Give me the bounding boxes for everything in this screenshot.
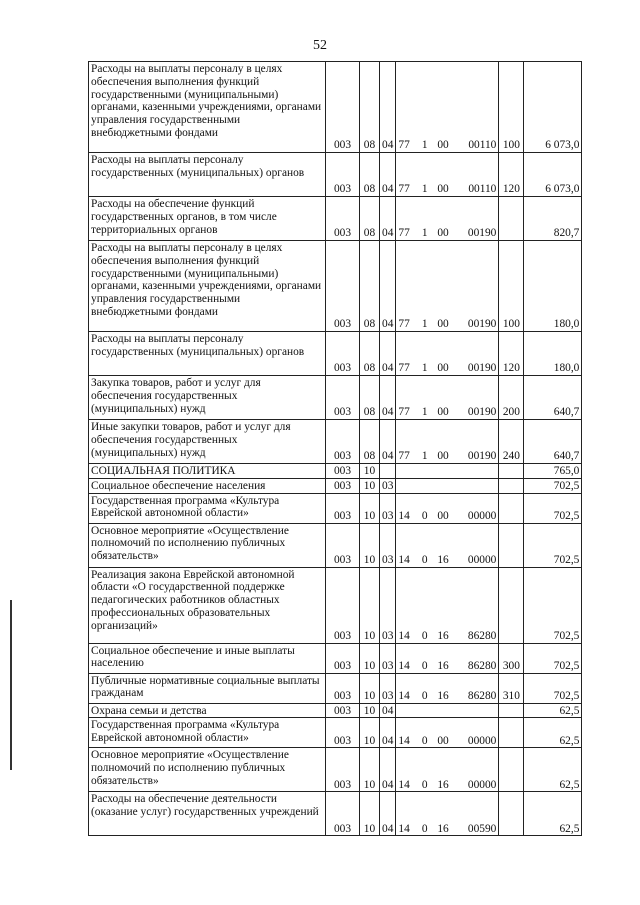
target-article-cell [396,420,499,464]
expense-type-cell: 100 [499,241,524,332]
table-row [89,464,582,479]
target-article-part: 77 [398,362,410,375]
section-code-cell: 10 [360,748,380,792]
table-row [89,197,582,241]
dept-code-cell: 003 [326,197,360,241]
subsection-code-cell: 04 [380,62,396,153]
dept-code-cell: 003 [326,464,360,479]
target-article-part: 16 [437,659,449,672]
expense-type-cell [499,718,524,748]
subsection-code-cell: 03 [380,478,396,493]
row-name-cell: Расходы на выплаты персоналу государственных (муниципальных) органов [89,332,326,376]
amount-cell: 62,5 [524,718,582,748]
dept-code-cell: 003 [326,643,360,673]
dept-code-cell: 003 [326,493,360,523]
target-article-part: 00110 [468,183,497,196]
dept-code-cell: 003 [326,478,360,493]
amount-cell: 6 073,0 [524,153,582,197]
expense-type-cell [499,703,524,718]
target-article-part: 14 [398,734,410,747]
target-article-part: 1 [421,318,428,331]
target-article-part: 77 [398,139,410,152]
section-code-cell: 10 [360,643,380,673]
subsection-code-cell: 04 [380,718,396,748]
section-code-cell: 08 [360,153,380,197]
section-code-cell: 10 [360,567,380,643]
table-row [89,478,582,493]
target-article-part: 00 [437,139,449,152]
dept-code-cell: 003 [326,792,360,836]
target-article-part: 00000 [467,778,497,791]
subsection-code-cell: 04 [380,332,396,376]
target-article-part: 00 [437,406,449,419]
target-article-part: 86280 [467,629,497,642]
page-number: 52 [313,38,327,53]
target-article-part: 00590 [467,822,497,835]
dept-code-cell: 003 [326,748,360,792]
expense-type-cell [499,493,524,523]
target-article-cell [396,241,499,332]
target-article-cell [396,523,499,567]
target-article-part: 00 [437,227,449,240]
target-article-part: 00000 [467,734,497,747]
target-article-cell [396,197,499,241]
amount-cell: 180,0 [524,241,582,332]
target-article-part: 77 [398,227,410,240]
target-article-part: 16 [437,778,449,791]
target-article-part: 77 [398,406,410,419]
section-code-cell: 08 [360,197,380,241]
target-article-part: 0 [421,629,428,642]
amount-cell: 702,5 [524,567,582,643]
target-article-part: 77 [398,318,410,331]
section-code-cell: 08 [360,332,380,376]
subsection-code-cell: 04 [380,420,396,464]
target-article-part: 1 [421,183,428,196]
expense-type-cell [499,197,524,241]
dept-code-cell: 003 [326,376,360,420]
target-article-cell [396,478,499,493]
target-article-part: 16 [437,553,449,566]
table-row [89,420,582,464]
target-article-part: 16 [437,822,449,835]
expense-type-cell: 240 [499,420,524,464]
target-article-cell [396,748,499,792]
target-article-part: 14 [398,553,410,566]
target-article-cell [396,673,499,703]
table-row [89,523,582,567]
amount-cell: 702,5 [524,523,582,567]
subsection-code-cell: 04 [380,748,396,792]
target-article-part: 00 [437,509,449,522]
target-article-cell [396,332,499,376]
table-row [89,153,582,197]
target-article-part: 00 [437,450,449,463]
table-row [89,376,582,420]
section-code-cell: 10 [360,703,380,718]
dept-code-cell: 003 [326,241,360,332]
amount-cell: 640,7 [524,420,582,464]
row-name-cell: Государственная программа «Культура Еврейской автономной области» [89,493,326,523]
subsection-code-cell: 04 [380,703,396,718]
row-name-cell: Закупка товаров, работ и услуг для обеспечения государственных (муниципальных) нужд [89,376,326,420]
target-article-part: 1 [421,139,428,152]
target-article-cell [396,643,499,673]
target-article-cell [396,703,499,718]
table-row [89,643,582,673]
row-name-cell: Расходы на обеспечение функций государственных органов, в том числе территориальных органов [89,197,326,241]
target-article-part: 1 [421,362,428,375]
dept-code-cell: 003 [326,62,360,153]
table-row [89,493,582,523]
target-article-part: 0 [421,553,428,566]
amount-cell: 62,5 [524,792,582,836]
target-article-part: 14 [398,689,410,702]
dept-code-cell: 003 [326,332,360,376]
subsection-code-cell: 03 [380,523,396,567]
target-article-part: 77 [398,183,410,196]
target-article-part: 0 [421,659,428,672]
subsection-code-cell: 04 [380,241,396,332]
dept-code-cell: 003 [326,153,360,197]
subsection-code-cell: 04 [380,376,396,420]
table-row [89,332,582,376]
target-article-part: 14 [398,822,410,835]
subsection-code-cell: 03 [380,567,396,643]
expense-type-cell: 310 [499,673,524,703]
amount-cell: 180,0 [524,332,582,376]
target-article-part: 1 [421,227,428,240]
target-article-part: 00 [437,362,449,375]
row-name-cell: Расходы на обеспечение деятельности (оказание услуг) государственных учреждений [89,792,326,836]
section-code-cell: 10 [360,792,380,836]
table-row [89,567,582,643]
budget-table-body [89,62,582,836]
dept-code-cell: 003 [326,420,360,464]
expense-type-cell [499,792,524,836]
table-row [89,62,582,153]
target-article-cell [396,62,499,153]
expense-type-cell [499,478,524,493]
section-code-cell: 10 [360,478,380,493]
row-name-cell: Социальное обеспечение и иные выплаты населению [89,643,326,673]
row-name-cell: Расходы на выплаты персоналу в целях обеспечения выполнения функций государственными (муниципальными) органами, казенными учреждениями, органами управления государственными внебюджетными фондами [89,241,326,332]
expense-type-cell [499,464,524,479]
amount-cell: 6 073,0 [524,62,582,153]
target-article-part: 00 [437,318,449,331]
section-code-cell: 08 [360,62,380,153]
amount-cell: 640,7 [524,376,582,420]
expense-type-cell: 200 [499,376,524,420]
target-article-part: 00190 [467,318,497,331]
target-article-part: 14 [398,629,410,642]
row-name-cell: Основное мероприятие «Осуществление полномочий по исполнению публичных обязательств» [89,523,326,567]
row-name-cell: СОЦИАЛЬНАЯ ПОЛИТИКА [89,464,326,479]
target-article-part: 00 [437,734,449,747]
target-article-part: 0 [421,509,428,522]
target-article-part: 1 [421,406,428,419]
target-article-part: 00 [437,183,449,196]
target-article-part: 0 [421,689,428,702]
amount-cell: 62,5 [524,748,582,792]
target-article-part: 14 [398,778,410,791]
dept-code-cell: 003 [326,523,360,567]
target-article-part: 0 [421,778,428,791]
amount-cell: 765,0 [524,464,582,479]
expense-type-cell: 300 [499,643,524,673]
subsection-code-cell [380,464,396,479]
target-article-cell [396,376,499,420]
target-article-part: 00190 [467,362,497,375]
row-name-cell: Социальное обеспечение населения [89,478,326,493]
target-article-cell [396,464,499,479]
scan-edge-mark [10,600,12,770]
target-article-part: 14 [398,509,410,522]
target-article-cell [396,567,499,643]
target-article-cell [396,153,499,197]
subsection-code-cell: 04 [380,197,396,241]
target-article-part: 00190 [467,450,497,463]
subsection-code-cell: 03 [380,673,396,703]
target-article-part: 86280 [467,659,497,672]
amount-cell: 702,5 [524,493,582,523]
section-code-cell: 08 [360,376,380,420]
section-code-cell: 10 [360,493,380,523]
target-article-part: 14 [398,659,410,672]
section-code-cell: 10 [360,523,380,567]
row-name-cell: Реализация закона Еврейской автономной области «О государственной поддержке педагогических работников областных профессиональных образовательных организаций» [89,567,326,643]
row-name-cell: Иные закупки товаров, работ и услуг для обеспечения государственных (муниципальных) нужд [89,420,326,464]
row-name-cell: Расходы на выплаты персоналу в целях обеспечения выполнения функций государственными (муниципальными) органами, казенными учреждениями, органами управления государственными внебюджетными фондами [89,62,326,153]
amount-cell: 820,7 [524,197,582,241]
section-code-cell: 10 [360,673,380,703]
expense-type-cell [499,748,524,792]
section-code-cell: 10 [360,464,380,479]
row-name-cell: Государственная программа «Культура Еврейской автономной области» [89,718,326,748]
target-article-part: 00190 [467,227,497,240]
target-article-part: 86280 [467,689,497,702]
dept-code-cell: 003 [326,567,360,643]
target-article-part: 0 [421,734,428,747]
target-article-part: 16 [437,689,449,702]
section-code-cell: 08 [360,420,380,464]
target-article-part: 16 [437,629,449,642]
target-article-part: 00110 [468,139,497,152]
budget-table [88,61,582,836]
target-article-cell [396,792,499,836]
amount-cell: 702,5 [524,478,582,493]
expense-type-cell: 100 [499,62,524,153]
table-row [89,703,582,718]
amount-cell: 702,5 [524,673,582,703]
target-article-cell [396,493,499,523]
section-code-cell: 10 [360,718,380,748]
expense-type-cell [499,523,524,567]
amount-cell: 702,5 [524,643,582,673]
table-row [89,792,582,836]
target-article-part: 00000 [467,553,497,566]
row-name-cell: Охрана семьи и детства [89,703,326,718]
table-row [89,748,582,792]
subsection-code-cell: 03 [380,643,396,673]
subsection-code-cell: 03 [380,493,396,523]
target-article-part: 00000 [467,509,497,522]
dept-code-cell: 003 [326,703,360,718]
row-name-cell: Основное мероприятие «Осуществление полномочий по исполнению публичных обязательств» [89,748,326,792]
target-article-cell [396,718,499,748]
target-article-part: 77 [398,450,410,463]
expense-type-cell [499,567,524,643]
expense-type-cell: 120 [499,332,524,376]
subsection-code-cell: 04 [380,792,396,836]
target-article-part: 0 [421,822,428,835]
amount-cell: 62,5 [524,703,582,718]
table-row [89,673,582,703]
target-article-part: 00190 [467,406,497,419]
expense-type-cell: 120 [499,153,524,197]
target-article-part: 1 [421,450,428,463]
subsection-code-cell: 04 [380,153,396,197]
dept-code-cell: 003 [326,718,360,748]
dept-code-cell: 003 [326,673,360,703]
row-name-cell: Расходы на выплаты персоналу государственных (муниципальных) органов [89,153,326,197]
section-code-cell: 08 [360,241,380,332]
table-row [89,241,582,332]
row-name-cell: Публичные нормативные социальные выплаты гражданам [89,673,326,703]
table-row [89,718,582,748]
